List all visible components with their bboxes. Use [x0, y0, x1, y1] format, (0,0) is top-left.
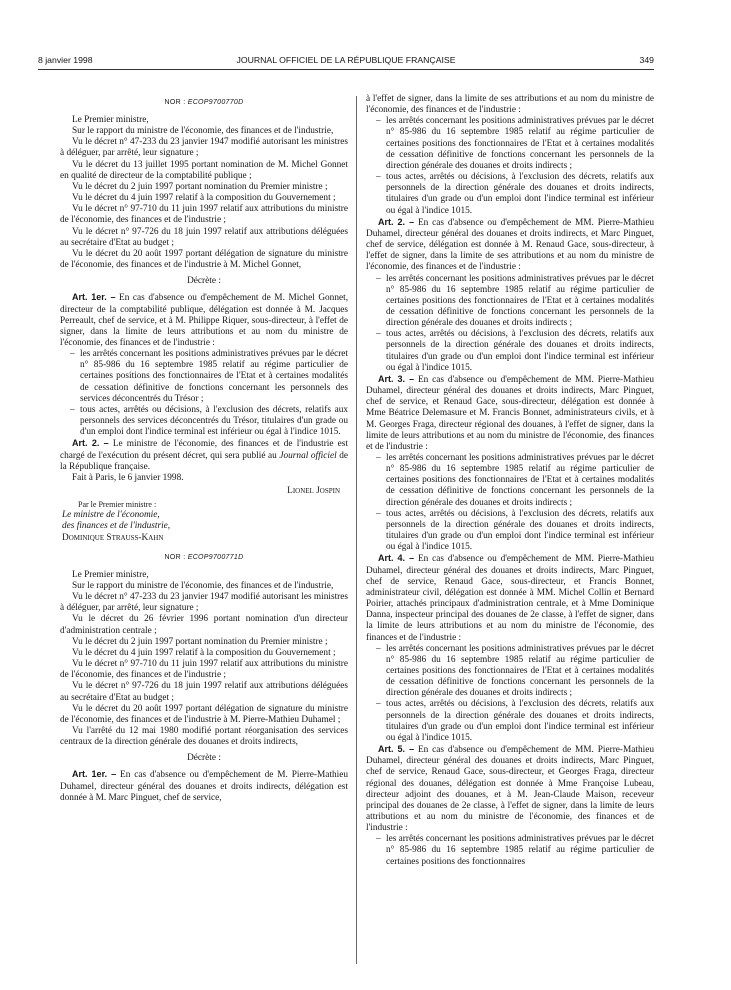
header-rule	[38, 69, 654, 70]
article-text: En cas d'absence ou d'empêchement de MM. Pierre-Mathieu Duhamel, directeur général des douanes et droits indirects, Marc Pinguet, chef de service, Renaud Gace, sous-directeur, et Georges Fraga, directeur régional des douanes, délégation est donnée à Mme Françoise Lubeau, directeur adjoint des douanes, et à M. Jean-Claude Maison, receveur principal des douanes de 2e classe, à l'effet de signer, dans la limite de leurs attributions et au nom du ministre de l'économie, des finances et de l'industrie :	[366, 745, 654, 834]
continued-paragraph: à l'effet de signer, dans la limite de ses attributions et au nom du ministre de l'économie, des finances et de l'industrie :	[366, 94, 654, 116]
list-item: – les arrêtés concernant les positions administratives prévues par le décret n° 85-986 du 16 septembre 1985 relatif au régime particulier de certaines positions des fonctionnaires	[366, 834, 654, 867]
article-5	[366, 744, 654, 834]
visa-paragraph: Sur le rapport du ministre de l'économie, des finances et de l'industrie,	[72, 126, 334, 137]
article-text: En cas d'absence ou d'empêchement de M. Pierre-Mathieu Duhamel, directeur général des douanes et droits indirects, délégation est donnée à M. Marc Pinguet, chef de service,	[60, 770, 348, 803]
journal-officiel-ref: Journal officiel	[279, 450, 337, 461]
visa-paragraph: Vu le décret du 2 juin 1997 portant nomination du Premier ministre ;	[72, 181, 328, 192]
minister-title: Le ministre de l'économie,	[62, 510, 160, 521]
page-header	[38, 54, 654, 66]
article-label: Art. 4. –	[378, 553, 415, 564]
article-2	[60, 438, 348, 472]
nor-reference-1	[60, 97, 348, 109]
article-label: Art. 2. –	[72, 438, 109, 449]
article-1-list	[60, 349, 348, 438]
article-label: Art. 1er. –	[72, 292, 116, 303]
page-number: 349	[639, 55, 654, 65]
visa-paragraph: Vu l'arrêté du 12 mai 1980 modifié portant réorganisation des services centraux de la direction générale des douanes et droits indirects,	[60, 725, 348, 748]
column-divider	[356, 96, 357, 964]
article-4-list	[366, 644, 654, 744]
visa-paragraph: Vu le décret n° 47-233 du 23 janvier 1947 modifié autorisant les ministres à déléguer, par arrêté, leur signature ;	[60, 137, 348, 159]
visa-paragraph: Vu le décret n° 97-710 du 11 juin 1997 relatif aux attributions du ministre de l'économie, des finances et de l'industrie ;	[60, 659, 348, 681]
issue-date: 8 janvier 1998	[38, 55, 93, 65]
visa-paragraph: Vu le décret n° 97-710 du 11 juin 1997 relatif aux attributions du ministre de l'économie, des finances et de l'industrie ;	[60, 204, 348, 226]
visa-paragraph: Vu le décret n° 97-726 du 18 juin 1997 relatif aux attributions déléguées au secrétaire d'Etat au budget ;	[60, 226, 348, 248]
article-2-list	[366, 274, 654, 374]
list-item: – les arrêtés concernant les positions administratives prévues par le décret n° 85-986 du 16 septembre 1985 relatif au régime particulier de certaines positions des fonctionnaires de l'Etat et à certaines modalités de cessation définitive de fonctions concernant les personnels de la direction générale des douanes et droits indirects ;	[366, 453, 654, 509]
visa-paragraph: Vu le décret du 20 août 1997 portant délégation de signature du ministre de l'économie, des finances et de l'industrie à M. Pierre-Mathieu Duhamel ;	[60, 703, 348, 725]
article-3	[366, 374, 654, 453]
right-column	[366, 94, 654, 868]
article-5-list	[366, 834, 654, 867]
journal-title: JOURNAL OFFICIEL DE LA RÉPUBLIQUE FRANÇAISE	[236, 55, 456, 65]
visa-paragraph: Vu le décret n° 97-726 du 18 juin 1997 relatif aux attributions déléguées au secrétaire d'Etat au budget ;	[60, 681, 348, 703]
visa-paragraph: Vu le décret du 2 juin 1997 portant nomination du Premier ministre ;	[72, 636, 328, 647]
decrete-heading: Décrète :	[187, 753, 221, 764]
article-text: Le ministre de l'économie, des finances et de l'industrie est chargé de l'exécution du présent décret, qui sera publié au	[60, 439, 348, 461]
article-2	[366, 217, 654, 274]
left-column	[60, 97, 348, 804]
visa-paragraph: Vu le décret du 4 juin 1997 relatif à la composition du Gouvernement ;	[72, 647, 336, 658]
visa-paragraph: Vu le décret n° 47-233 du 23 janvier 1947 modifié autorisant les ministres à déléguer, par arrêté, leur signature ;	[60, 592, 348, 614]
visa-paragraph: Vu le décret du 4 juin 1997 relatif à la composition du Gouvernement ;	[72, 193, 336, 204]
visa-paragraph: Vu le décret du 26 février 1996 portant nomination d'un directeur d'administration centrale ;	[60, 614, 348, 636]
visa-paragraph: Vu le décret du 13 juillet 1995 portant nomination de M. Michel Gonnet en qualité de directeur de la comptabilité publique ;	[60, 159, 348, 181]
article-label: Art. 3. –	[378, 373, 415, 384]
list-item: – les arrêtés concernant les positions administratives prévues par le décret n° 85-986 du 16 septembre 1985 relatif au régime particulier de certaines positions des fonctionnaires de l'Etat et à certaines modalités de cessation définitive de fonctions concernant les personnels de la direction générale des douanes et droits indirects ;	[366, 116, 654, 172]
article-label: Art. 2. –	[378, 216, 415, 227]
article-text: En cas d'absence ou d'empêchement de M. Michel Gonnet, directeur de la comptabilité publique, délégation est donnée à M. Jacques Perreault, chef de service, et à M. Philippe Riquer, sous-directeur, à l'effet de signer, dans la limite de leurs attributions et au nom du ministre de l'économie, des finances et de l'industrie :	[60, 293, 349, 348]
article-text: En cas d'absence ou d'empêchement de MM. Pierre-Mathieu Duhamel, directeur général des douanes et droits indirects, et Marc Pinguet, chef de service, délégation est donnée à M. Renaud Gace, sous-directeur, à l'effet de signer, dans la limite de ses attributions et au nom du ministre de l'économie, des finances et de l'industrie :	[366, 217, 654, 273]
article-text: En cas d'absence ou d'empêchement de MM. Pierre-Mathieu Duhamel, directeur général des douanes et droits indirects, Marc Pinguet, chef de service, et Renaud Gace, sous-directeur, délégation est donnée à Mme Béatrice Delemasure et M. Francis Bonnet, administrateurs civils, et à M. Georges Fraga, directeur régional des douanes, à l'effet de signer, dans la limite de leurs attributions et au nom du ministre de l'économie, des finances et de l'industrie :	[366, 374, 654, 452]
nor-reference-2	[60, 552, 348, 564]
article-1	[60, 769, 348, 803]
article-1	[60, 292, 348, 349]
nor-code: ECOP9700771D	[187, 553, 244, 561]
visa-paragraph: Vu le décret du 20 août 1997 portant délégation de signature du ministre de l'économie, des finances et de l'industrie à M. Michel Gonnet,	[60, 248, 348, 271]
article-1-list	[366, 116, 654, 216]
decree-intro: Le Premier ministre,	[72, 115, 149, 125]
minister-title: des finances et de l'industrie,	[62, 521, 171, 532]
signature-date: Fait à Paris, le 6 janvier 1998.	[72, 472, 184, 483]
article-4	[366, 553, 654, 643]
list-item: – tous actes, arrêtés ou décisions, à l'exclusion des décrets, relatifs aux personnels de la direction générale des douanes et droits indirects, titulaires d'un grade ou d'un emploi dont l'indice terminal est inférieur ou égal à l'indice 1015.	[366, 329, 654, 374]
nor-code: ECOP9700770D	[187, 99, 244, 106]
list-item: – les arrêtés concernant les positions administratives prévues par le décret n° 85-986 du 16 septembre 1985 relatif au régime particulier de certaines positions des fonctionnaires de l'Etat et à certaines modalités de cessation définitive de fonctions concernant les personnels de la direction générale des douanes et droits indirects ;	[366, 274, 654, 330]
article-label: Art. 5. –	[378, 744, 415, 755]
decrete-heading: Décrète :	[187, 276, 221, 287]
article-text: de la République française.	[60, 450, 349, 472]
decree-intro: Le Premier ministre,	[72, 569, 149, 580]
signatory-name: Lionel Jospin	[287, 486, 340, 496]
list-item: – tous actes, arrêtés ou décisions, à l'exclusion des décrets, relatifs aux personnels de la direction générale des douanes et droits indirects, titulaires d'un grade ou d'un emploi dont l'indice terminal est inférieur ou égal à l'indice 1015.	[366, 509, 654, 554]
list-item: – tous actes, arrêtés ou décisions, à l'exclusion des décrets, relatifs aux personnels des services déconcentrés du Trésor, titulaires d'un grade ou d'un emploi dont l'indice terminal est inférieur ou égal à l'indice 1015.	[60, 405, 348, 438]
article-text: En cas d'absence ou d'empêchement de MM. Pierre-Mathieu Duhamel, directeur général des douanes et droits indirects, Marc Pinguet, chef de service, Renaud Gace, sous-directeur, et Francis Bonnet, administrateur civil, délégation est donnée à MM. Michel Collin et Bernard Poirier, attachés principaux d'administration centrale, et à Mme Dominique Danna, inspecteur principal des douanes de 2e classe, à l'effet de signer, dans la limite de leurs attributions et au nom du ministre de l'économie, des finances et de l'industrie :	[366, 554, 654, 643]
article-label: Art. 1er. –	[72, 769, 117, 780]
nor-label: NOR :	[164, 99, 186, 106]
countersign-label: Par le Premier ministre :	[78, 500, 157, 510]
nor-label: NOR :	[164, 553, 186, 561]
list-item: – tous actes, arrêtés ou décisions, à l'exclusion des décrets, relatifs aux personnels de la direction générale des douanes et droits indirects, titulaires d'un grade ou d'un emploi dont l'indice terminal est inférieur ou égal à l'indice 1015.	[366, 699, 654, 744]
article-3-list	[366, 453, 654, 553]
minister-name: Dominique Strauss-Kahn	[62, 532, 164, 543]
list-item: – tous actes, arrêtés ou décisions, à l'exclusion des décrets, relatifs aux personnels de la direction générale des douanes et droits indirects, titulaires d'un grade ou d'un emploi dont l'indice terminal est inférieur ou égal à l'indice 1015.	[366, 172, 654, 217]
list-item: – les arrêtés concernant les positions administratives prévues par le décret n° 85-986 du 16 septembre 1985 relatif au régime particulier de certaines positions des fonctionnaires de l'Etat et à certaines modalités de cessation définitive de fonctions concernant les personnels de la direction générale des douanes et droits indirects ;	[366, 644, 654, 700]
visa-paragraph: Sur le rapport du ministre de l'économie, des finances et de l'industrie,	[72, 580, 334, 591]
list-item: – les arrêtés concernant les positions administratives prévues par le décret n° 85-986 du 16 septembre 1985 relatif au régime particulier de certaines positions des fonctionnaires de l'Etat et à certaines modalités de cessation définitive de fonctions concernant les personnels des services déconcentrés du Trésor ;	[60, 349, 348, 405]
